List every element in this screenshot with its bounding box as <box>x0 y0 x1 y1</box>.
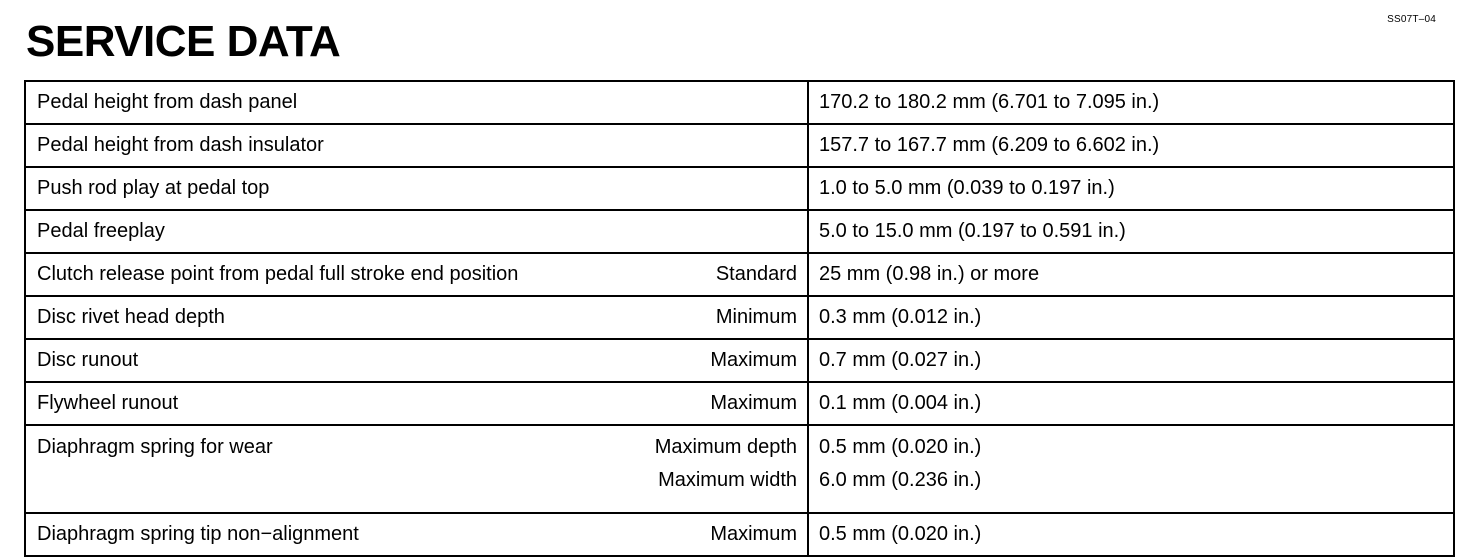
spec-item: Pedal height from dash insulator <box>25 124 597 167</box>
page-title: SERVICE DATA <box>26 17 341 66</box>
spec-value: 0.5 mm (0.020 in.) <box>808 513 1454 556</box>
spec-item: Diaphragm spring for wear <box>25 425 597 513</box>
spec-value <box>808 425 1454 513</box>
document-code: SS07T–04 <box>1387 14 1436 25</box>
spec-qualifier <box>597 124 808 167</box>
spec-qualifier-line: Maximum depth <box>654 436 797 458</box>
spec-item: Clutch release point from pedal full stroke end position <box>25 253 597 296</box>
spec-value: 157.7 to 167.7 mm (6.209 to 6.602 in.) <box>808 124 1454 167</box>
service-data-table <box>24 80 1455 557</box>
spec-value: 0.7 mm (0.027 in.) <box>808 339 1454 382</box>
spec-qualifier <box>597 81 808 124</box>
spec-value: 170.2 to 180.2 mm (6.701 to 7.095 in.) <box>808 81 1454 124</box>
table-row <box>25 210 1454 253</box>
spec-value: 5.0 to 15.0 mm (0.197 to 0.591 in.) <box>808 210 1454 253</box>
spec-value: 25 mm (0.98 in.) or more <box>808 253 1454 296</box>
table-row <box>25 167 1454 210</box>
spec-qualifier <box>597 425 808 513</box>
table-row <box>25 296 1454 339</box>
table-row <box>25 253 1454 296</box>
spec-item: Push rod play at pedal top <box>25 167 597 210</box>
spec-value: 0.1 mm (0.004 in.) <box>808 382 1454 425</box>
table-row <box>25 513 1454 556</box>
spec-value-line: 6.0 mm (0.236 in.) <box>819 469 982 491</box>
spec-item: Pedal height from dash panel <box>25 81 597 124</box>
spec-item: Diaphragm spring tip non−alignment <box>25 513 597 556</box>
spec-item: Flywheel runout <box>25 382 597 425</box>
table-row <box>25 81 1454 124</box>
spec-qualifier <box>597 167 808 210</box>
spec-qualifier <box>597 210 808 253</box>
table-row <box>25 339 1454 382</box>
table-row <box>25 425 1454 513</box>
spec-value: 1.0 to 5.0 mm (0.039 to 0.197 in.) <box>808 167 1454 210</box>
spec-item: Disc runout <box>25 339 597 382</box>
table-row <box>25 124 1454 167</box>
table-row <box>25 382 1454 425</box>
spec-qualifier: Standard <box>597 253 808 296</box>
spec-qualifier: Maximum <box>597 339 808 382</box>
spec-value-line: 0.5 mm (0.020 in.) <box>819 436 982 458</box>
spec-item: Pedal freeplay <box>25 210 597 253</box>
spec-qualifier: Maximum <box>597 513 808 556</box>
spec-value: 0.3 mm (0.012 in.) <box>808 296 1454 339</box>
spec-qualifier: Minimum <box>597 296 808 339</box>
spec-item: Disc rivet head depth <box>25 296 597 339</box>
spec-qualifier: Maximum <box>597 382 808 425</box>
spec-qualifier-line: Maximum width <box>658 469 797 491</box>
